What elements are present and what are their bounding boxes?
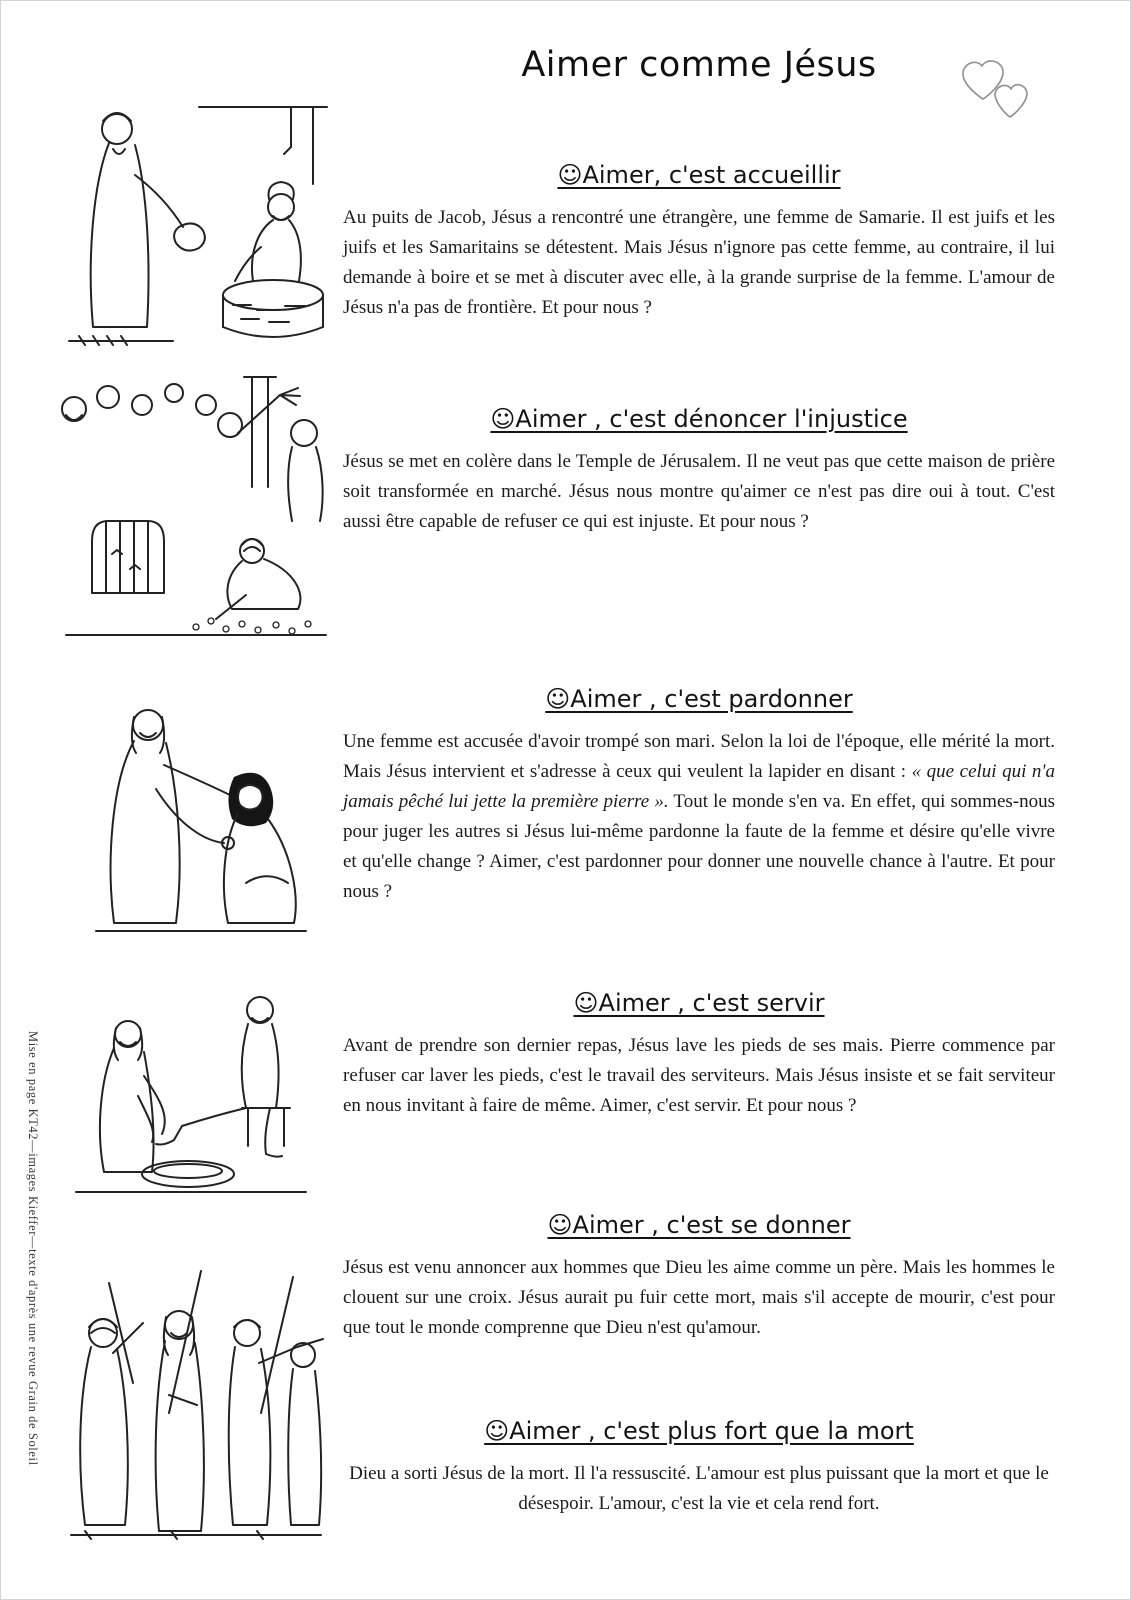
section-denoncer-injustice bbox=[343, 405, 1055, 537]
section-body-quote: « que celui qui n'a jamais pêché lui jette la première pierre ». bbox=[343, 761, 1055, 812]
section-body: Jésus se met en colère dans le Temple de Jérusalem. Il ne veut pas que cette maison de prière soit transformée en marché. Jésus nous montre qu'aimer ce n'est pas dire oui à tout. C'est aussi être capable de refuser ce qui est injuste. Et pour nous ? bbox=[343, 451, 1055, 532]
section-heading: ☺Aimer , c'est se donner bbox=[547, 1211, 851, 1239]
page-title: Aimer comme Jésus bbox=[521, 45, 877, 85]
illustration-samaritan-well-image bbox=[51, 89, 336, 364]
illustration-pardon-image bbox=[56, 681, 336, 941]
section-body: Dieu a sorti Jésus de la mort. Il l'a ressuscité. L'amour est plus puissant que la mort et que le désespoir. L'amour, c'est la vie et cela rend fort. bbox=[349, 1463, 1049, 1514]
section-servir bbox=[343, 989, 1055, 1121]
section-body-post: Tout le monde s'en va. En effet, qui sommes-nous pour juger les autres si Jésus lui-même pardonne la faute de la femme et désire qu'elle vivre et qu'elle change ? Aimer, c'est pardonner pour donner une nouvelle chance à l'autre. Et pour nous ? bbox=[343, 791, 1056, 902]
section-heading: ☺Aimer , c'est servir bbox=[573, 989, 825, 1017]
section-body-pre: Une femme est accusée d'avoir trompé son mari. Selon la loi de l'époque, elle mérité la mort. Mais Jésus intervient et s'adresse à ceux qui veulent la lapider en disant : bbox=[343, 731, 1055, 782]
section-body: Avant de prendre son dernier repas, Jésus lave les pieds de ses mais. Pierre commence par refuser car laver les pieds, c'est le travail des serviteurs. Mais Jésus insiste et se fait serviteur en nous invitant à faire de même. Aimer, c'est servir. Et pour nous ? bbox=[343, 1035, 1055, 1116]
section-heading: ☺Aimer , c'est plus fort que la mort bbox=[484, 1417, 914, 1445]
section-body: Au puits de Jacob, Jésus a rencontré une étrangère, une femme de Samarie. Il est juifs et les juifs et les Samaritains se détestent. Mais Jésus n'ignore pas cette femme, au contraire, il lui demande à boire et se met à discuter avec elle, à la grande surprise de la femme. L'amour de Jésus n'a pas de frontière. Et pour nous ? bbox=[343, 207, 1055, 318]
credit-sidebar-text: Mise en page KT42—images Kieffer—texte d'après une revue Grain de Soleil bbox=[26, 1031, 40, 1466]
section-accueillir bbox=[343, 161, 1055, 323]
section-body bbox=[343, 727, 1055, 907]
section-heading: ☺Aimer, c'est accueillir bbox=[557, 161, 841, 189]
illustration-temple-anger-image bbox=[46, 369, 336, 649]
two-hearts-icon bbox=[949, 53, 1039, 135]
illustration-arrest-image bbox=[51, 1263, 336, 1548]
section-se-donner bbox=[343, 1211, 1055, 1343]
section-pardonner bbox=[343, 685, 1055, 907]
section-body: Jésus est venu annoncer aux hommes que Dieu les aime comme un père. Mais les hommes le clouent sur une croix. Jésus aurait pu fuir cette mort, mais s'il accepte de mourir, c'est pour que tout le monde comprenne que Dieu n'est qu'amour. bbox=[343, 1257, 1055, 1338]
illustration-washing-feet-image bbox=[56, 976, 326, 1211]
section-heading: ☺Aimer , c'est dénoncer l'injustice bbox=[490, 405, 908, 433]
section-heading: ☺Aimer , c'est pardonner bbox=[545, 685, 853, 713]
section-plus-fort-que-la-mort bbox=[343, 1417, 1055, 1519]
